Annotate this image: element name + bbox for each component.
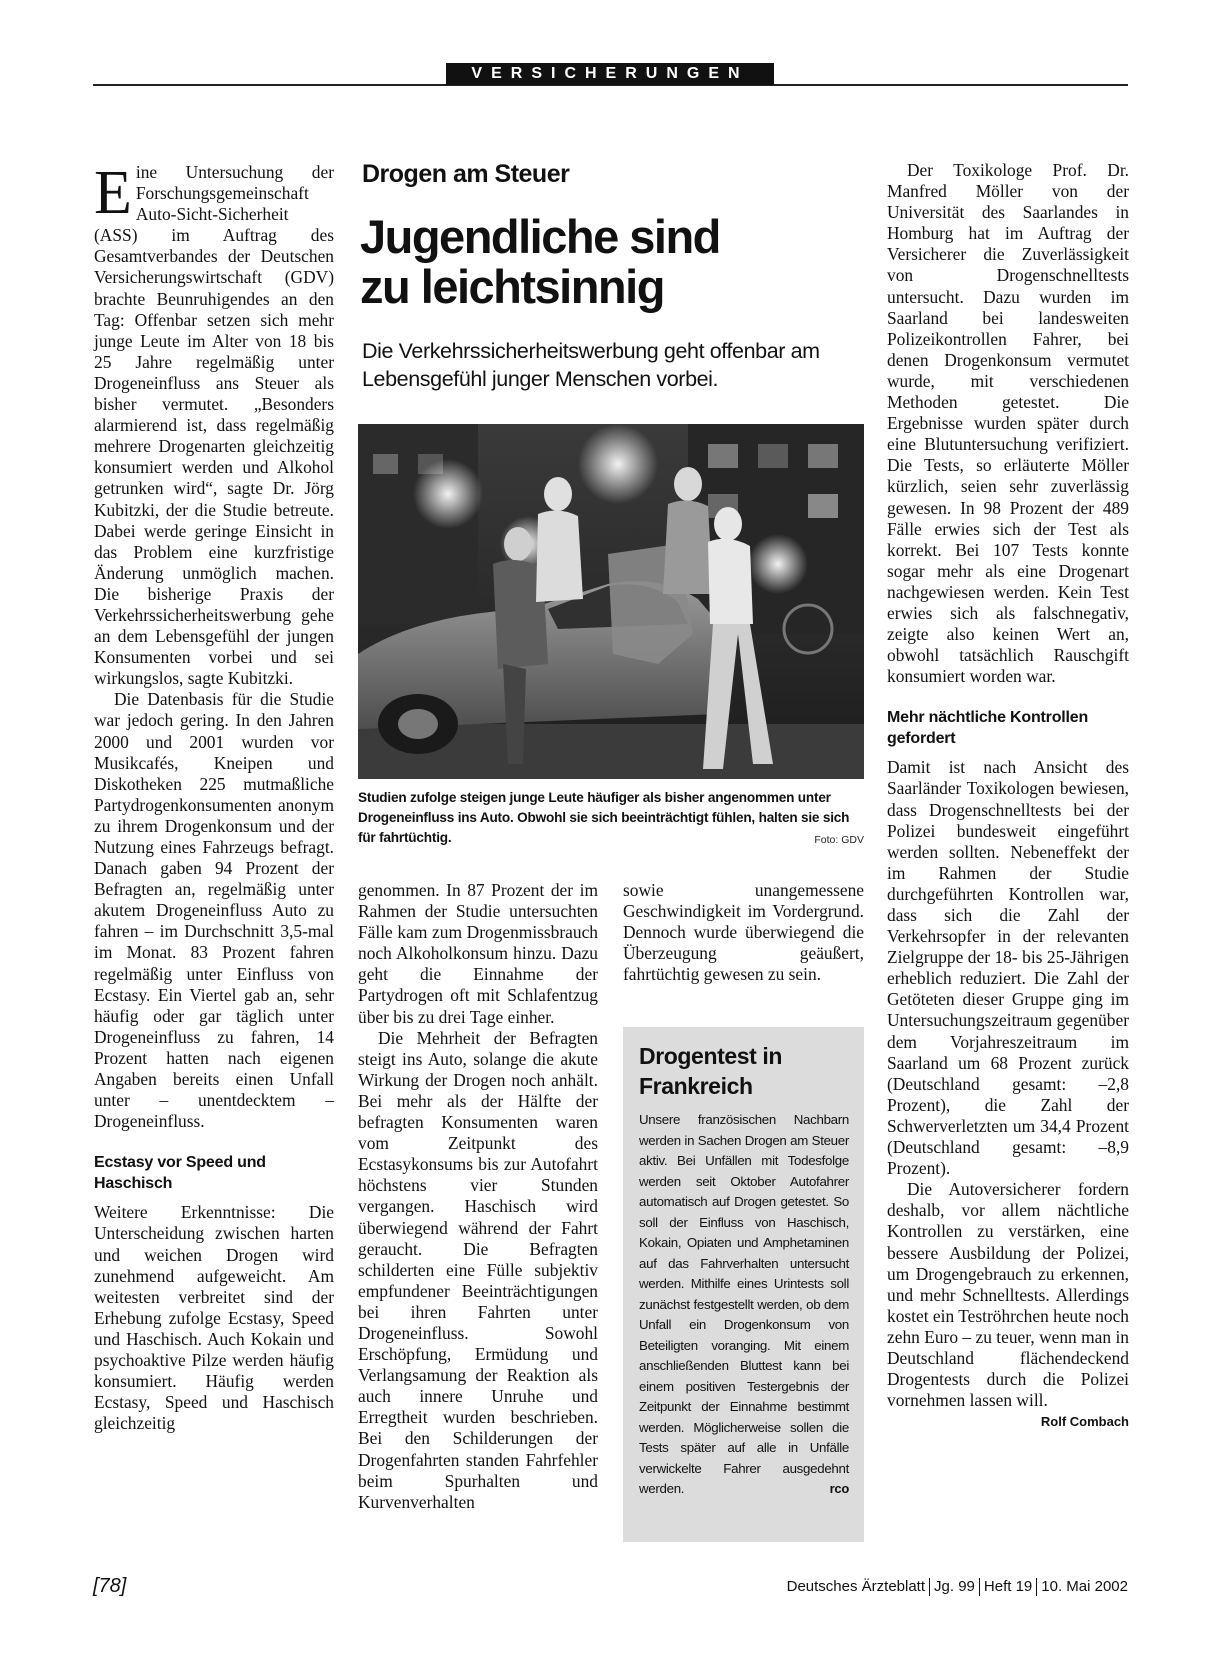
- subheading: Ecstasy vor Speed und Haschisch: [94, 1154, 266, 1193]
- section-label: VERSICHERUNGEN: [446, 63, 774, 85]
- subheading: Mehr nächtliche Kontrollen gefordert: [887, 709, 1089, 748]
- sidebar-box: [623, 1027, 864, 1542]
- paragraph: Damit ist nach Ansicht des Saarländer Toxikologen bewiesen, dass Drogenschnelltests bei der Polizei bundesweit eingeführt werden sollten. Nebeneffekt der im Rahmen der Studie durchgeführten Kontrollen war, dass sich die Zahl der Verkehrsopfer in der relevanten Zielgruppe der 18- bis 25-Jährigen erheblich reduziert. Die Zahl der Getöteten dieser Gruppe ging im Untersuchungszeitraum gegenüber dem Vorjahreszeitraum im Saarland um 68 Prozent zurück (Deutschland gesamt: –2,8 Prozent), die Zahl der Schwerverletzten um 34,4 Prozent (Deutschland gesamt: –8,9 Prozent).: [887, 757, 1129, 1179]
- article-photo: [358, 424, 864, 779]
- article-column-2: [358, 880, 598, 1513]
- drop-cap: E: [94, 159, 132, 227]
- article-kicker: Drogen am Steuer: [362, 160, 570, 188]
- paragraph: genommen. In 87 Prozent der im Rahmen der Studie untersuchten Fälle kam zum Drogenmissbrauch noch Alkoholkonsum hinzu. Dazu geht die Einnahme der Partydrogen oft mit Schlafentzug über bis zu drei Tage einher.: [358, 880, 598, 1027]
- paragraph: Die Datenbasis für die Studie war jedoch gering. In den Jahren 2000 und 2001 wurden vor Musikcafés, Kneipen und Diskotheken 225 mutmaßliche Partydrogenkonsumenten anonym zu ihrem Drogenkonsum und der Nutzung eines Fahrzeugs befragt. Danach gaben 94 Prozent der Befragten an, regelmäßig unter akutem Drogeneinfluss Auto zu fahren – im Durchschnitt 3,5-mal im Monat. 83 Prozent fahren regelmäßig unter Einfluss von Ecstasy. Ein Viertel gab an, sehr häufig oder gar täglich unter Drogeneinfluss zu fahren, 14 Prozent hatten nach eigenen Angaben bereits einen Unfall unter – unentdecktem – Drogeneinfluss.: [94, 689, 334, 1132]
- photo-caption: Studien zufolge steigen junge Leute häufiger als bisher angenommen unter Drogeneinfluss ins Auto. Obwohl sie sich beeinträchtigt fühlen, halten sie sich für fahrtüchtig.: [358, 790, 850, 845]
- article-column-3: [623, 880, 864, 985]
- footer-publication-info: [787, 1578, 1128, 1596]
- footer-separator: [1036, 1578, 1037, 1596]
- photo-credit: Foto: GDV: [814, 834, 864, 846]
- paragraph: sowie unangemessene Geschwindigkeit im Vordergrund. Dennoch wurde überwiegend die Überzeugung geäußert, fahrtüchtig gewesen zu sein.: [623, 880, 864, 985]
- issue-date: 10. Mai 2002: [1041, 1578, 1128, 1595]
- page-number: [78]: [93, 1575, 127, 1597]
- paragraph-text: ine Untersuchung der Forschungsgemeinschaft Auto-Sicht-Sicherheit (ASS) im Auftrag des Gesamtverbandes der Deutschen Versicherungswirtschaft (GDV) brachte Beunruhigendes an den Tag: Offenbar setzen sich mehr junge Leute im Alter von 18 bis 25 Jahre regelmäßig unter Drogeneinfluss ans Steuer als bisher vermutet. „Besonders alarmierend ist, dass regelmäßig mehrere Drogenarten gleichzeitig konsumiert werden und Alkohol getrunken wird“, sagte Dr. Jörg Kubitzki, der die Studie betreute. Dabei werde geringe Einsicht in das Problem eine kurzfristige Änderung unmöglich machen. Die bisherige Praxis der Verkehrssicherheitswerbung gehe an dem Lebensgefühl der jungen Konsumenten vorbei und sei wirkungslos, sagte Kubitzki.: [94, 162, 334, 689]
- intro-paragraph: [94, 159, 334, 689]
- author-signature: Rolf Combach: [1040, 1414, 1129, 1430]
- publication-name: Deutsches Ärzteblatt: [786, 1578, 926, 1595]
- paragraph: [887, 1179, 1129, 1430]
- footer-separator: [929, 1578, 930, 1596]
- article-column-4: [887, 160, 1129, 1432]
- headline-line: zu leichtsinnig: [360, 260, 664, 313]
- sidebar-signature: rco: [829, 1481, 849, 1496]
- sidebar-body: Unsere französischen Nachbarn werden in Sachen Drogen am Steuer aktiv. Bei Unfällen mit Todesfolge werden seit Oktober Autofahrer automatisch auf Drogen getestet. So soll der Einfluss von Haschisch, Kokain, Opiaten und Amphetaminen auf das Fahrverhalten untersucht werden. Mithilfe eines Urintests soll zunächst festgestellt werden, ob dem Unfall ein Drogenkonsum von Beteiligten voranging. Mit einem anschließenden Bluttest kann bei einem positiven Testergebnis der Zeitpunkt der Einnahme bestimmt werden. Möglicherweise sollen die Tests später auf alle in Unfälle verwickelte Fahrer ausgedehnt werden.: [639, 1112, 849, 1496]
- issue: Heft 19: [983, 1578, 1033, 1595]
- sidebar-title: Drogentest in Frankreich: [639, 1043, 783, 1099]
- sidebar-text: [639, 1110, 849, 1500]
- photo-illustration: [358, 424, 864, 779]
- paragraph: Die Mehrheit der Befragten steigt ins Auto, solange die akute Wirkung der Drogen noch anhält. Bei mehr als der Hälfte der befragten Konsumenten waren vom Zeitpunkt des Ecstasykonsums bis zur Autofahrt höchstens vier Stunden vergangen. Haschisch wird überwiegend während der Fahrt geraucht. Die Befragten schilderten eine Fülle subjektiv empfundener Beeinträchtigungen bei ihren Fahrten unter Drogeneinfluss. Sowohl Erschöpfung, Ermüdung und Verlangsamung der Reaktion als auch innere Unruhe und Erregtheit wurden beschrieben. Bei den Schilderungen der Drogenfahrten standen Fahrfehler beim Spurhalten und Kurvenverhalten: [358, 1027, 598, 1512]
- paragraph: Weitere Erkenntnisse: Die Unterscheidung zwischen harten und weichen Drogen wird zunehmend aufgeweicht. Am weitesten verbreitet sind der Erhebung zufolge Ecstasy, Speed und Haschisch. Auch Kokain und psychoaktive Pilze werden häufig konsumiert. Häufig werden Ecstasy, Speed und Haschisch gleichzeitig: [94, 1202, 334, 1434]
- paragraph-text: Die Autoversicherer fordern deshalb, vor allem nächtliche Kontrollen zu verstärken, eine bessere Ausbildung der Polizei, um Drogengebrauch zu erkennen, und mehr Schnelltests. Allerdings kostet ein Teströhrchen heute noch zehn Euro – zu teuer, wenn man in Deutschland flächendeckend Drogentests durch die Polizei vornehmen lassen will.: [887, 1179, 1129, 1411]
- article-deck: Die Verkehrssicherheitswerbung geht offenbar am Lebensgefühl junger Menschen vorbei.: [362, 339, 820, 391]
- footer-separator: [979, 1578, 980, 1596]
- headline-line: Jugendliche sind: [360, 210, 720, 263]
- article-column-1: [94, 159, 334, 1434]
- article-headline: [360, 212, 860, 312]
- volume: Jg. 99: [934, 1578, 975, 1595]
- paragraph: Der Toxikologe Prof. Dr. Manfred Möller von der Universität des Saarlandes in Homburg hat im Auftrag der Versicherer die Zuverlässigkeit von Drogenschnelltests untersucht. Dazu wurden im Saarland bei landesweiten Polizeikontrollen Fahrer, bei denen Drogenkonsum vermutet wurde, mit verschiedenen Methoden getestet. Die Ergebnisse wurden später durch eine Blutuntersuchung verifiziert. Die Tests, so erläuterte Möller kürzlich, seien sehr zuverlässig gewesen. In 98 Prozent der 489 Fälle erwies sich der Test als korrekt. Bei 107 Tests konnte sogar mehr als eine Drogenart nachgewiesen werden. Kein Test erwies sich als falschnegativ, zeigte also keinen Wert an, obwohl tatsächlich Rauschgift konsumiert worden war.: [887, 160, 1129, 687]
